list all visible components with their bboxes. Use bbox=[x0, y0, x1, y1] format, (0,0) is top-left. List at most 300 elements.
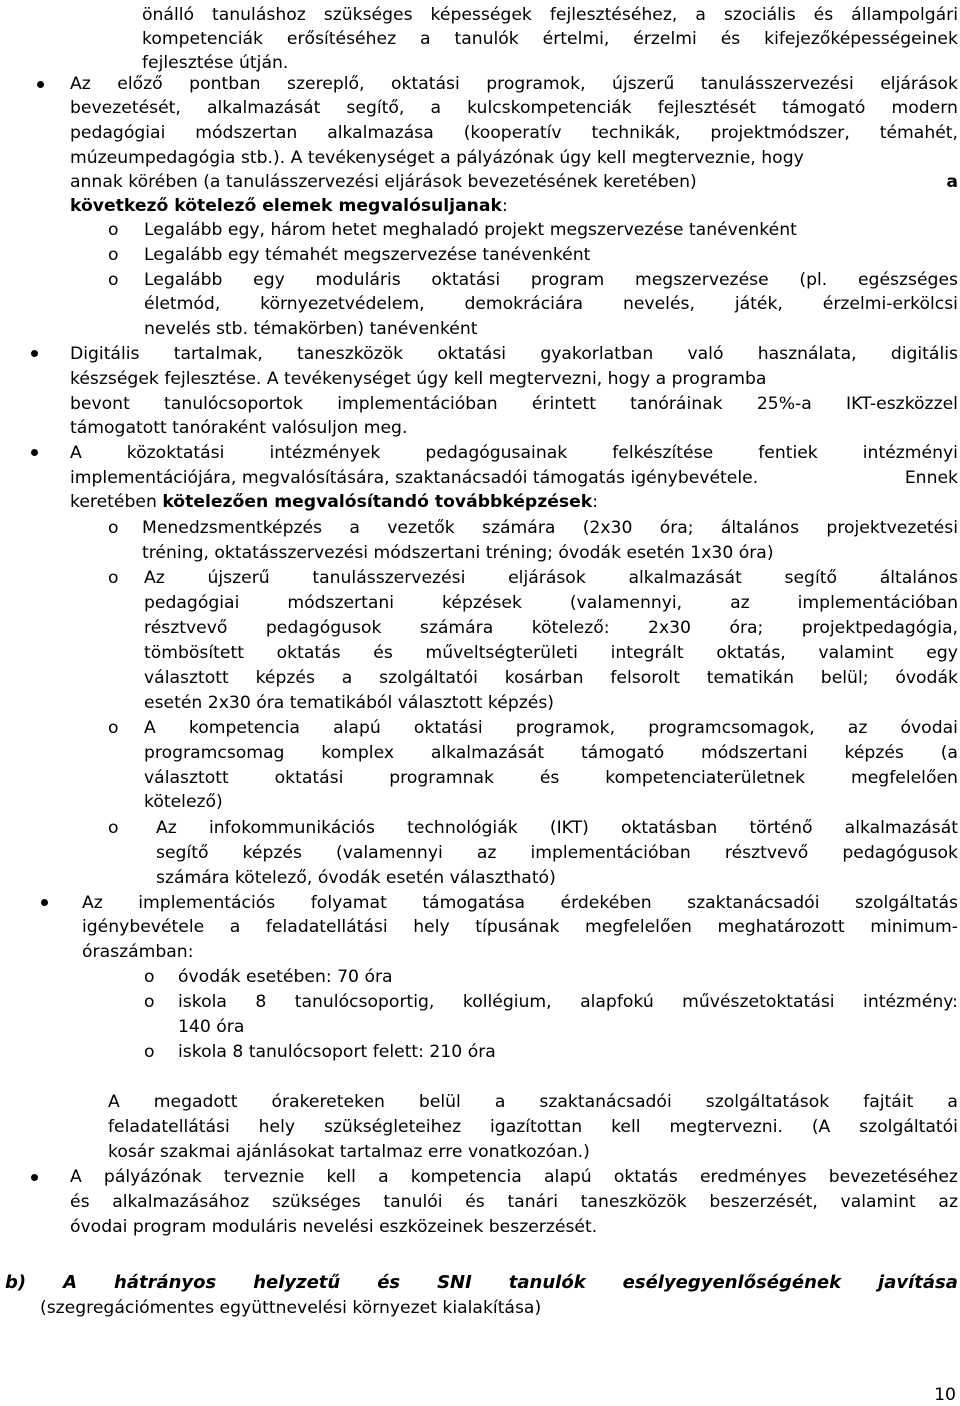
word: használata, bbox=[757, 344, 857, 364]
word: játék, bbox=[734, 294, 783, 314]
word: oktatásban bbox=[620, 818, 718, 838]
word: óra; bbox=[659, 518, 694, 538]
sub-bullet-marker: o bbox=[108, 718, 119, 738]
word: programcsomag bbox=[144, 743, 285, 763]
word: szükséges bbox=[271, 1192, 361, 1212]
sub-bullet-marker: o bbox=[108, 568, 119, 588]
word: tanulócsoportok bbox=[164, 394, 304, 414]
word: alkalmazását bbox=[206, 98, 321, 118]
word: alapú bbox=[333, 718, 381, 738]
word: technikák, bbox=[591, 123, 681, 143]
text-line bbox=[70, 490, 598, 514]
word: műveltségterületi bbox=[425, 643, 578, 663]
word: általános bbox=[720, 518, 800, 538]
text-line bbox=[142, 3, 958, 27]
word: és bbox=[465, 1192, 485, 1212]
word: érintett bbox=[531, 394, 596, 414]
word: érzelmi-erkölcsi bbox=[822, 294, 958, 314]
text-line bbox=[178, 990, 958, 1014]
word: képzés bbox=[255, 668, 315, 688]
word: fajtáit bbox=[863, 1092, 914, 1112]
word: alapfokú bbox=[580, 992, 654, 1012]
word: tematikán bbox=[706, 668, 794, 688]
word: javítása bbox=[878, 1272, 958, 1293]
word: A bbox=[144, 718, 156, 738]
word: egy bbox=[926, 643, 958, 663]
sub-bullet-marker: o bbox=[144, 1042, 155, 1062]
word: szolgáltatások bbox=[705, 1092, 830, 1112]
text-line: fejlesztése útján. bbox=[142, 53, 289, 73]
word: oktatási bbox=[391, 74, 460, 94]
word: oktatás, bbox=[716, 643, 786, 663]
word: esélyegyenlőségének bbox=[622, 1272, 842, 1293]
word: a bbox=[494, 1092, 506, 1112]
word: folyamat bbox=[310, 893, 387, 913]
text-line bbox=[70, 1190, 958, 1214]
word: fentiek bbox=[758, 443, 818, 463]
text-line bbox=[70, 1165, 958, 1189]
word: nevelés, bbox=[622, 294, 695, 314]
word: programnak bbox=[389, 768, 494, 788]
word: infokommunikációs bbox=[208, 818, 375, 838]
text-line bbox=[70, 96, 958, 120]
word: Az bbox=[82, 893, 103, 913]
word: pedagógiai bbox=[70, 123, 166, 143]
word: segítő bbox=[784, 568, 837, 588]
text-span: implementációjára, megvalósítására, szaktanácsadói támogatás igénybevétele. bbox=[70, 468, 759, 488]
text-line bbox=[144, 666, 958, 690]
word: tanulók bbox=[508, 1272, 586, 1293]
word: pontban bbox=[189, 74, 261, 94]
word: kompetenciaterületnek bbox=[605, 768, 806, 788]
text-line: Legalább egy témahét megszervezése tanévenként bbox=[144, 245, 591, 265]
bullet-icon bbox=[37, 81, 44, 88]
text-line bbox=[144, 766, 958, 790]
word: taneszközök bbox=[297, 344, 404, 364]
word: valamint bbox=[818, 643, 894, 663]
word: belül bbox=[418, 1092, 461, 1112]
sub-bullet-marker: o bbox=[108, 818, 119, 838]
word: 2x30 bbox=[648, 618, 691, 638]
bullet-icon bbox=[41, 899, 48, 906]
text-span: : bbox=[592, 492, 599, 512]
word: kifejezőképességeinek bbox=[764, 29, 958, 49]
word: értelmi, bbox=[542, 29, 610, 49]
word: eljárások bbox=[508, 568, 586, 588]
word: való bbox=[687, 344, 724, 364]
word: IKT-eszközzel bbox=[846, 394, 958, 414]
word: a bbox=[349, 518, 360, 538]
word: vezetők bbox=[387, 518, 455, 538]
word: 8 bbox=[255, 992, 267, 1012]
word: hely bbox=[258, 1117, 296, 1137]
word: típusának bbox=[475, 917, 560, 937]
word: oktatási bbox=[413, 718, 483, 738]
text-line: támogatott tanóraként valósuljon meg. bbox=[70, 418, 408, 438]
word: képességek bbox=[430, 5, 532, 25]
text-line bbox=[70, 466, 958, 490]
text-line bbox=[70, 441, 958, 465]
word: támogató bbox=[782, 98, 866, 118]
word: szociális bbox=[723, 5, 796, 25]
word: segítő, bbox=[346, 98, 405, 118]
word: tanuláshoz bbox=[212, 5, 306, 25]
text-line bbox=[70, 72, 958, 96]
word: számára bbox=[419, 618, 494, 638]
word: pedagógusok bbox=[265, 618, 382, 638]
word: oktatási bbox=[431, 270, 501, 290]
text-line bbox=[70, 170, 958, 194]
word: megadott bbox=[153, 1092, 238, 1112]
word: (pl. bbox=[799, 270, 828, 290]
word: moduláris bbox=[315, 270, 401, 290]
word: az bbox=[476, 843, 497, 863]
word: minimum- bbox=[870, 917, 958, 937]
word: alkalmazásához bbox=[112, 1192, 250, 1212]
word: iskola bbox=[178, 992, 227, 1012]
text-line: nevelés stb. témakörben) tanévenként bbox=[144, 319, 478, 339]
text-line: óvodai program moduláris nevelési eszközeinek beszerzését. bbox=[70, 1217, 598, 1237]
text-line bbox=[70, 342, 958, 366]
word: Menedzsmentképzés bbox=[142, 518, 323, 538]
word: Legalább bbox=[144, 270, 223, 290]
word: SNI bbox=[437, 1272, 472, 1293]
bold-text: következő kötelező elemek megvalósuljanak bbox=[70, 196, 502, 216]
text-line: óvodák esetében: 70 óra bbox=[178, 967, 393, 987]
word: beszerzését, bbox=[709, 1192, 818, 1212]
word: és bbox=[373, 643, 393, 663]
text-line bbox=[144, 566, 958, 590]
word: tanulócsoportig, bbox=[294, 992, 435, 1012]
word: pedagógusainak bbox=[425, 443, 568, 463]
word: újszerű bbox=[612, 74, 675, 94]
text-line bbox=[144, 616, 958, 640]
word: közoktatási bbox=[126, 443, 225, 463]
word: komplex bbox=[321, 743, 395, 763]
word: projektpedagógia, bbox=[801, 618, 958, 638]
word: projektmódszer, bbox=[710, 123, 850, 143]
word: (kooperatív bbox=[463, 123, 562, 143]
word: és bbox=[377, 1272, 401, 1293]
word: érdekében bbox=[560, 893, 652, 913]
text-line: tréning, oktatásszervezési módszertani tréning; óvodák esetén 1x30 óra) bbox=[142, 543, 774, 563]
word: A bbox=[70, 1167, 82, 1187]
word: felkészítése bbox=[612, 443, 714, 463]
word: szolgáltatás bbox=[854, 893, 958, 913]
word: felsorolt bbox=[610, 668, 680, 688]
word: igénybevétele bbox=[82, 917, 205, 937]
word: a bbox=[229, 917, 241, 937]
word: modern bbox=[891, 98, 958, 118]
word: alapú bbox=[544, 1167, 592, 1187]
word: implementációban bbox=[530, 843, 691, 863]
word: a bbox=[378, 1167, 389, 1187]
text-line: esetén 2x30 óra tematikából választott képzés) bbox=[144, 693, 555, 713]
word: (IKT) bbox=[549, 818, 589, 838]
word: projektvezetési bbox=[826, 518, 958, 538]
sub-bullet-marker: o bbox=[108, 518, 119, 538]
word: egészséges bbox=[857, 270, 958, 290]
word: segítő bbox=[156, 843, 209, 863]
word: témahét, bbox=[879, 123, 958, 143]
word: megfelelően bbox=[584, 917, 692, 937]
word: újszerű bbox=[207, 568, 270, 588]
text-line bbox=[70, 367, 766, 391]
bold-text: a bbox=[946, 172, 958, 192]
word: (valamennyi, bbox=[569, 593, 683, 613]
word: és bbox=[813, 5, 834, 25]
word: programok, bbox=[486, 74, 586, 94]
text-line bbox=[144, 741, 958, 765]
word: kollégium, bbox=[462, 992, 552, 1012]
word: Az bbox=[156, 818, 177, 838]
text-span: keretében bbox=[70, 492, 157, 512]
word: kulcskompetenciák bbox=[467, 98, 632, 118]
word: tanóráinak bbox=[630, 394, 723, 414]
text-line bbox=[108, 1090, 958, 1114]
word: (a bbox=[940, 743, 958, 763]
word: tanári bbox=[507, 1192, 558, 1212]
text-line bbox=[144, 716, 958, 740]
word: résztvevő bbox=[144, 618, 228, 638]
text-span: annak körében (a tanulásszervezési eljárások bevezetésének keretében) bbox=[70, 172, 697, 192]
word: tanulásszervezési bbox=[312, 568, 466, 588]
word: hely bbox=[413, 917, 450, 937]
word: (A bbox=[811, 1117, 831, 1137]
word: a bbox=[947, 1092, 958, 1112]
page-number: 10 bbox=[934, 1385, 956, 1405]
word: alkalmazását bbox=[430, 743, 545, 763]
word: szükségleteihez bbox=[323, 1117, 462, 1137]
text-line bbox=[142, 516, 958, 540]
word: hátrányos bbox=[114, 1272, 217, 1293]
word: technológiák bbox=[407, 818, 518, 838]
word: b) bbox=[5, 1272, 27, 1293]
word: támogató bbox=[580, 743, 665, 763]
word: taneszközök bbox=[580, 1192, 687, 1212]
word: megfelelően bbox=[850, 768, 958, 788]
word: kompetenciák bbox=[142, 29, 264, 49]
sub-bullet-marker: o bbox=[108, 220, 119, 240]
sub-bullet-marker: o bbox=[144, 992, 155, 1012]
word: kell bbox=[326, 1167, 356, 1187]
bullet-icon bbox=[31, 350, 38, 357]
word: erősítéséhez bbox=[286, 29, 397, 49]
word: a bbox=[430, 98, 442, 118]
text-line: kosár szakmai ajánlásokat tartalmaz erre vonatkozóan.) bbox=[108, 1142, 590, 1162]
bullet-icon bbox=[31, 449, 38, 456]
word: helyzetű bbox=[253, 1272, 341, 1293]
word: implementációban bbox=[797, 593, 958, 613]
word: tanulói bbox=[383, 1192, 443, 1212]
word: képzés bbox=[242, 843, 302, 863]
text-line bbox=[144, 268, 958, 292]
word: bevont bbox=[70, 394, 130, 414]
sub-bullet-marker: o bbox=[108, 245, 119, 265]
word: életmód, bbox=[144, 294, 221, 314]
word: általános bbox=[879, 568, 958, 588]
word: feladatellátási bbox=[265, 917, 388, 937]
bold-text: kötelezően megvalósítandó továbbképzések bbox=[162, 492, 593, 512]
word: kosárban bbox=[504, 668, 584, 688]
word: tanulók bbox=[454, 29, 519, 49]
text-span: múzeumpedagógia stb.). bbox=[70, 148, 286, 168]
word: demokráciára bbox=[464, 294, 584, 314]
word: az bbox=[847, 718, 868, 738]
text-line bbox=[156, 841, 958, 865]
word: tömbösített bbox=[144, 643, 244, 663]
word: óvodák bbox=[895, 668, 958, 688]
word: oktatási bbox=[437, 344, 507, 364]
word: történő bbox=[749, 818, 813, 838]
word: óra; bbox=[729, 618, 764, 638]
word: eljárások bbox=[880, 74, 958, 94]
text-line bbox=[70, 121, 958, 145]
word: kompetencia bbox=[410, 1167, 522, 1187]
word: módszertani bbox=[700, 743, 808, 763]
word: eredményes bbox=[699, 1167, 807, 1187]
word: valamint bbox=[840, 1192, 916, 1212]
word: állampolgári bbox=[851, 5, 958, 25]
word: oktatás bbox=[613, 1167, 678, 1187]
word: programcsomagok, bbox=[648, 718, 815, 738]
word: meghatározott bbox=[717, 917, 845, 937]
word: bevezetéséhez bbox=[828, 1167, 958, 1187]
word: implementációban bbox=[337, 394, 498, 414]
word: az bbox=[938, 1192, 958, 1212]
word: A bbox=[108, 1092, 120, 1112]
word: érzelmi bbox=[633, 29, 697, 49]
word: a bbox=[420, 29, 431, 49]
word: 25%-a bbox=[756, 394, 812, 414]
word: számára bbox=[482, 518, 556, 538]
text-line bbox=[142, 27, 958, 51]
word: belül; bbox=[820, 668, 869, 688]
word: pályázónak bbox=[103, 1167, 202, 1187]
word: a bbox=[341, 668, 353, 688]
word: feladatellátási bbox=[108, 1117, 230, 1137]
word: alkalmazását bbox=[844, 818, 958, 838]
text-line bbox=[156, 816, 958, 840]
word: szaktanácsadói bbox=[687, 893, 820, 913]
word: (2x30 bbox=[582, 518, 633, 538]
word: pedagógiai bbox=[144, 593, 240, 613]
word: oktatás bbox=[276, 643, 341, 663]
word: és bbox=[720, 29, 741, 49]
word: az bbox=[730, 593, 750, 613]
word: órakereteken bbox=[271, 1092, 385, 1112]
word: módszertan bbox=[195, 123, 298, 143]
word: óvodai bbox=[900, 718, 958, 738]
word: implementációs bbox=[138, 893, 276, 913]
word: fejlesztését bbox=[657, 98, 757, 118]
word: bevezetését, bbox=[70, 98, 181, 118]
word: képzés bbox=[844, 743, 904, 763]
word: intézmények bbox=[269, 443, 381, 463]
word: szolgáltatói bbox=[379, 668, 478, 688]
word: szereplő, bbox=[287, 74, 365, 94]
text-line: számára kötelező, óvodák esetén választható) bbox=[156, 868, 556, 888]
word: (valamennyi bbox=[336, 843, 443, 863]
word: digitális bbox=[890, 344, 958, 364]
text-line: óraszámban: bbox=[82, 942, 194, 962]
word: választott bbox=[144, 668, 229, 688]
word: fejlesztéséhez, bbox=[549, 5, 678, 25]
text-span: A tevékenységet a pályázónak úgy kell megterveznie, hogy bbox=[290, 148, 804, 168]
word: önálló bbox=[142, 5, 195, 25]
text-line: 140 óra bbox=[178, 1017, 245, 1037]
word: igazítottan bbox=[490, 1117, 583, 1137]
text-line bbox=[70, 146, 804, 170]
text-line bbox=[108, 1115, 958, 1139]
text-line bbox=[70, 194, 508, 218]
word: gyakorlatban bbox=[540, 344, 654, 364]
word: módszertani bbox=[287, 593, 395, 613]
word: pedagógusok bbox=[842, 843, 958, 863]
section-heading bbox=[5, 1271, 958, 1295]
text-line: kötelező) bbox=[144, 792, 223, 812]
word: tartalmak, bbox=[173, 344, 263, 364]
word: Digitális bbox=[70, 344, 140, 364]
word: tanulásszervezési bbox=[700, 74, 854, 94]
word: megtervezni. bbox=[669, 1117, 783, 1137]
word: A bbox=[70, 443, 82, 463]
word: megszervezése bbox=[634, 270, 769, 290]
word: szaktanácsadói bbox=[539, 1092, 672, 1112]
section-subheading: (szegregációmentes együttnevelési környezet kialakítása) bbox=[40, 1298, 542, 1318]
text-line: Legalább egy, három hetet meghaladó projekt megszervezése tanévenként bbox=[144, 220, 797, 240]
word: szolgáltatói bbox=[859, 1117, 958, 1137]
text-line bbox=[144, 591, 958, 615]
word: művészetoktatási bbox=[682, 992, 835, 1012]
word: terveznie bbox=[223, 1167, 305, 1187]
word: kötelező: bbox=[531, 618, 610, 638]
sub-bullet-marker: o bbox=[108, 270, 119, 290]
word: támogatása bbox=[422, 893, 526, 913]
text-span: : bbox=[501, 196, 508, 216]
word: intézmény: bbox=[863, 992, 958, 1012]
word: előző bbox=[117, 74, 163, 94]
text-line: iskola 8 tanulócsoport felett: 210 óra bbox=[178, 1042, 496, 1062]
word: a bbox=[695, 5, 706, 25]
sub-bullet-marker: o bbox=[144, 967, 155, 987]
word: egy bbox=[253, 270, 285, 290]
text-line bbox=[144, 641, 958, 665]
word: és bbox=[539, 768, 560, 788]
word: kompetencia bbox=[188, 718, 300, 738]
word: integrált bbox=[610, 643, 684, 663]
word: alkalmazása bbox=[327, 123, 434, 143]
word: program bbox=[530, 270, 605, 290]
bullet-icon bbox=[31, 1174, 38, 1181]
word: programok, bbox=[515, 718, 616, 738]
text-line bbox=[82, 915, 958, 939]
word: és bbox=[70, 1192, 90, 1212]
word: kell bbox=[611, 1117, 641, 1137]
word: oktatási bbox=[274, 768, 344, 788]
text-line bbox=[82, 891, 958, 915]
word: szükséges bbox=[323, 5, 413, 25]
word: intézményi bbox=[862, 443, 958, 463]
text-span: készségek fejlesztése. bbox=[70, 369, 262, 389]
word: alkalmazását bbox=[628, 568, 742, 588]
text-span: A tevékenységet úgy kell megtervezni, hogy a programba bbox=[266, 369, 767, 389]
word: képzések bbox=[442, 593, 522, 613]
word: környezetvédelem, bbox=[260, 294, 425, 314]
text-line bbox=[144, 292, 958, 316]
word: Az bbox=[70, 74, 91, 94]
word: választott bbox=[144, 768, 229, 788]
